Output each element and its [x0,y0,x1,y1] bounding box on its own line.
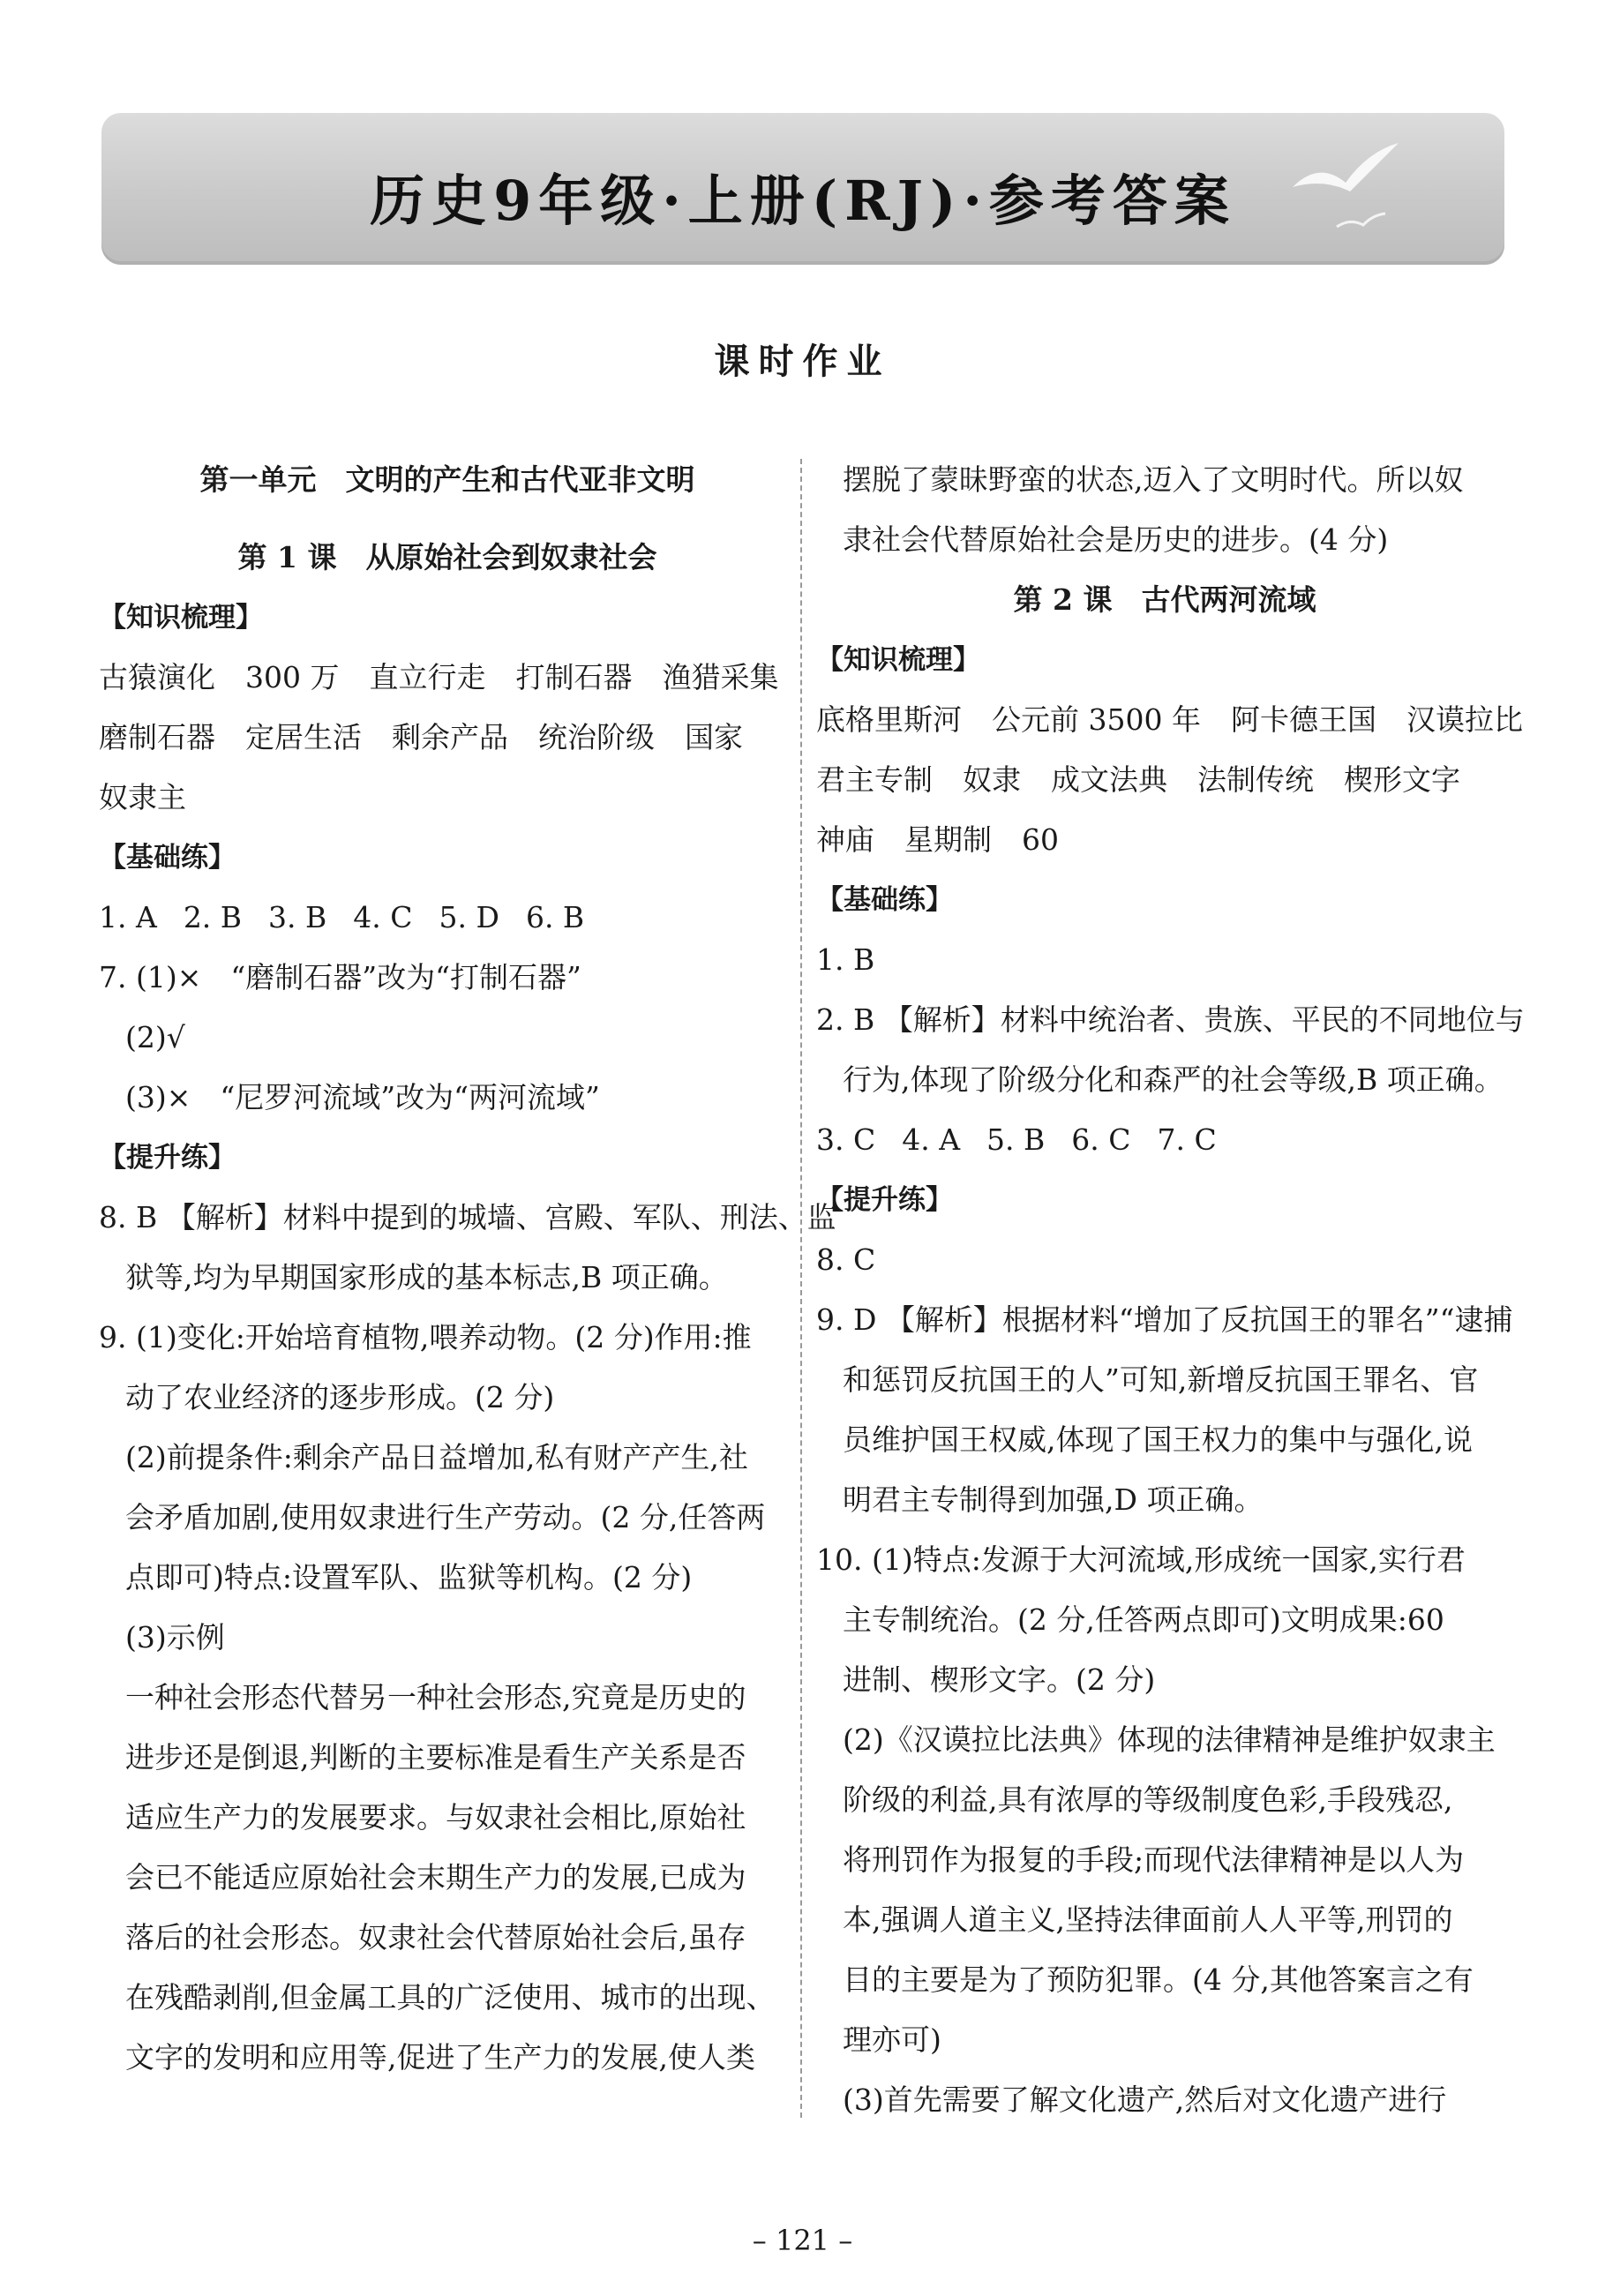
seagull-icon [1284,134,1407,240]
keyword: 星期制 [904,822,992,857]
answer: 5. D [439,900,499,934]
answer-row [816,1110,1513,1170]
keyword: 直立行走 [369,660,486,694]
header-banner [101,113,1504,265]
section-title: 课时作业 [714,341,891,382]
answer-line: (2)√ [125,1020,185,1054]
paragraph-line: 隶社会代替原始社会是历史的进步。(4 分) [843,522,1389,557]
answer-line: 9. D 【解析】根据材料“增加了反抗国王的罪名”“逮捕 [816,1302,1513,1337]
answer-line: 主专制统治。(2 分,任答两点即可)文明成果:60 [843,1602,1444,1637]
keyword: 汉谟拉比 [1406,702,1523,737]
answer: 7. C [1157,1122,1217,1157]
answer-line: 点即可)特点:设置军队、监狱等机构。(2 分) [125,1560,693,1594]
keyword: 打制石器 [515,660,633,694]
page-title: 历史9年级·上册(RJ)·参考答案 [370,169,1236,233]
answer-line: 和惩罚反抗国王的人”可知,新增反抗国王罪名、官 [843,1362,1479,1397]
paragraph-line: 适应生产力的发展要求。与奴隶社会相比,原始社 [125,1800,746,1835]
keyword: 成文法典 [1051,762,1167,797]
answer: 6. B [525,900,585,934]
keyword: 底格里斯河 [816,702,962,737]
paragraph-line: 一种社会形态代替另一种社会形态,究竟是历史的 [125,1680,746,1714]
paragraph-line: 进步还是倒退,判断的主要标准是看生产关系是否 [125,1740,746,1775]
column-divider [800,459,802,2118]
answer-line: 明君主专制得到加强,D 项正确。 [843,1482,1264,1517]
keyword: 剩余产品 [392,720,508,754]
knowledge-row [99,708,796,768]
answer: 3. C [816,1122,876,1157]
answer-line: (3)× “尼罗河流域”改为“两河流域” [125,1080,600,1114]
answer: 6. C [1071,1122,1131,1157]
keyword: 渔猎采集 [662,660,779,694]
keyword: 古猿演化 [99,660,215,694]
keyword: 国家 [685,720,743,754]
section-tag-advanced: 【提升练】 [816,1184,953,1216]
knowledge-row [816,810,1513,870]
keyword: 60 [1022,822,1059,857]
paragraph-line: 会已不能适应原始社会末期生产力的发展,已成为 [125,1860,746,1895]
paragraph-line: 在残酷剥削,但金属工具的广泛使用、城市的出现、 [125,1980,776,2015]
answer-line: 8. B 【解析】材料中提到的城墙、宫殿、军队、刑法、监 [99,1200,836,1234]
answer-line: (2)《汉谟拉比法典》体现的法律精神是维护奴隶主 [843,1722,1496,1757]
unit-title: 第一单元 文明的产生和古代亚非文明 [199,462,695,497]
answer-line: (3)首先需要了解文化遗产,然后对文化遗产进行 [843,2082,1447,2117]
keyword: 楔形文字 [1344,762,1460,797]
answer-row [99,888,796,948]
keyword: 磨制石器 [99,720,215,754]
answer-line: 2. B 【解析】材料中统治者、贵族、平民的不同地位与 [816,1002,1525,1037]
section-tag-advanced: 【提升练】 [99,1142,236,1174]
knowledge-row [816,750,1513,810]
keyword: 君主专制 [816,762,933,797]
answer-line: 8. C [816,1242,876,1277]
left-column [99,450,836,2088]
answer-line: 会矛盾加剧,使用奴隶进行生产劳动。(2 分,任答两 [125,1500,766,1534]
paragraph-line: 摆脱了蒙昧野蛮的状态,迈入了文明时代。所以奴 [843,462,1464,497]
lesson-title: 第 2 课 古代两河流域 [1013,582,1316,617]
section-tag-basic: 【基础练】 [99,842,236,874]
paragraph-line: 文字的发明和应用等,促进了生产力的发展,使人类 [125,2040,755,2075]
answer-line: 阶级的利益,具有浓厚的等级制度色彩,手段残忍, [843,1782,1453,1817]
answer: 3. B [268,900,327,934]
answer: 4. A [902,1122,961,1157]
answer-line: 动了农业经济的逐步形成。(2 分) [125,1380,555,1414]
answer: 2. B [183,900,243,934]
answer: 1. A [99,900,157,934]
answer-line: (2)前提条件:剩余产品日益增加,私有财产产生,社 [125,1440,748,1474]
keyword: 法制传统 [1197,762,1314,797]
lesson-title: 第 1 课 从原始社会到奴隶社会 [237,540,657,574]
page-number: – 121 – [752,2224,853,2257]
knowledge-row [99,648,796,708]
answer-line: 目的主要是为了预防犯罪。(4 分,其他答案言之有 [843,1962,1474,1997]
section-tag-knowledge: 【知识梳理】 [816,644,980,676]
answer-line: 理亦可) [843,2022,941,2057]
keyword: 阿卡德王国 [1230,702,1376,737]
answer: 5. B [986,1122,1046,1157]
answer-line: (3)示例 [125,1620,225,1654]
answer-line: 9. (1)变化:开始培育植物,喂养动物。(2 分)作用:推 [99,1320,752,1354]
right-column [816,450,1525,2130]
paragraph-line: 落后的社会形态。奴隶社会代替原始社会后,虽存 [125,1920,746,1955]
knowledge-row [816,690,1523,750]
answer-line: 7. (1)× “磨制石器”改为“打制石器” [99,960,581,994]
keyword: 统治阶级 [538,720,655,754]
answer-line: 1. B [816,942,875,977]
keyword: 300 万 [245,660,340,694]
section-tag-knowledge: 【知识梳理】 [99,602,263,634]
answer-line: 本,强调人道主义,坚持法律面前人人平等,刑罚的 [843,1902,1453,1937]
section-tag-basic: 【基础练】 [816,884,953,916]
answer-line: 10. (1)特点:发源于大河流域,形成统一国家,实行君 [816,1542,1466,1577]
keyword: 定居生活 [245,720,362,754]
knowledge-row [99,768,796,828]
answer-line: 行为,体现了阶级分化和森严的社会等级,B 项正确。 [843,1062,1504,1097]
answer-line: 进制、楔形文字。(2 分) [843,1662,1156,1697]
keyword: 神庙 [816,822,874,857]
answer-line: 将刑罚作为报复的手段;而现代法律精神是以人为 [843,1842,1465,1877]
keyword: 奴隶主 [99,780,186,814]
keyword: 奴隶 [963,762,1021,797]
keyword: 公元前 3500 年 [992,702,1201,737]
answer-line: 狱等,均为早期国家形成的基本标志,B 项正确。 [125,1260,728,1294]
answer: 4. C [353,900,413,934]
answer-line: 员维护国王权威,体现了国王权力的集中与强化,说 [843,1422,1473,1457]
